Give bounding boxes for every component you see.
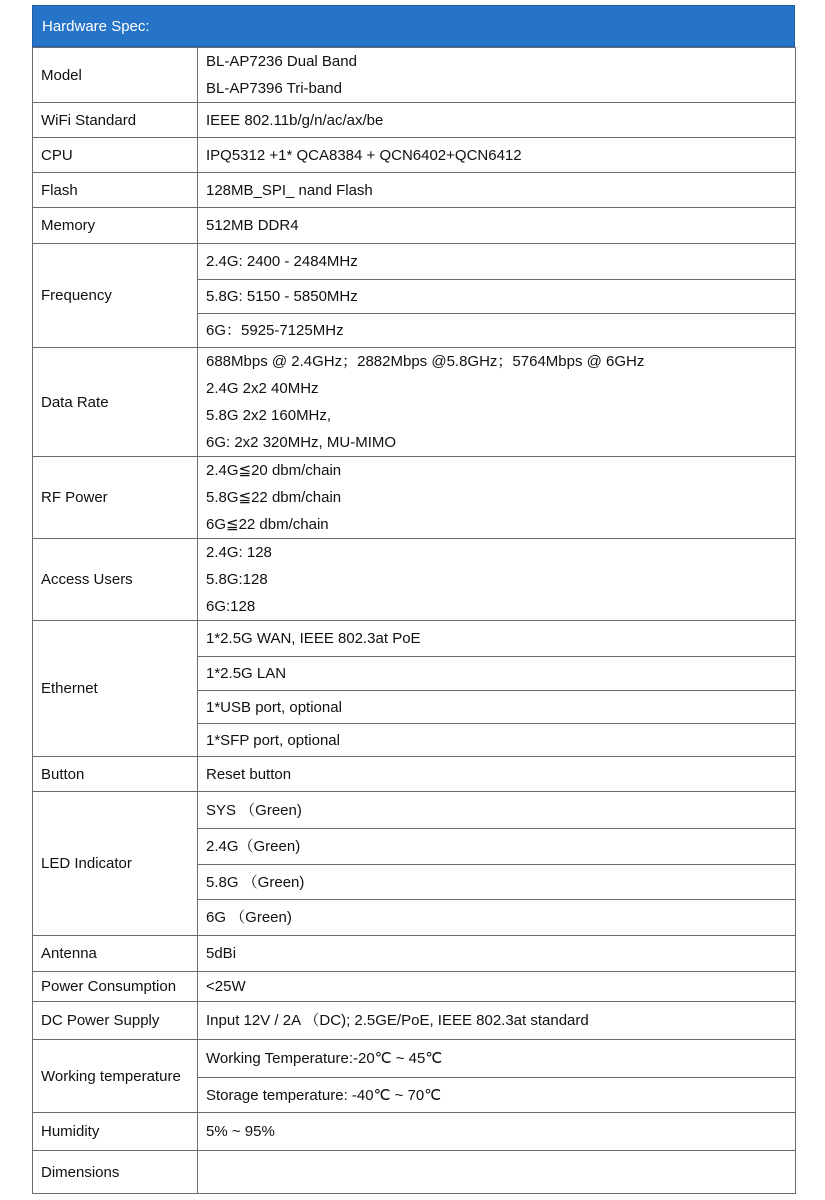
spec-sheet xyxy=(32,5,795,1194)
spec-value-led-indicator xyxy=(198,792,796,829)
spec-value-ethernet xyxy=(198,657,796,691)
spec-value-line: BL-AP7236 Dual Band xyxy=(206,53,357,70)
spec-value-line: 6G≦22 dbm/chain xyxy=(206,516,329,533)
spec-value-antenna xyxy=(198,936,796,972)
spec-label-cpu: CPU xyxy=(33,138,198,173)
spec-row-dc-power-supply xyxy=(33,1002,796,1040)
spec-value-frequency xyxy=(198,244,796,280)
spec-value-ethernet xyxy=(198,621,796,657)
spec-value-line: Working Temperature:-20℃ ~ 45℃ xyxy=(206,1050,443,1067)
spec-value-line: Storage temperature: -40℃ ~ 70℃ xyxy=(206,1086,442,1104)
spec-value-line: Reset button xyxy=(206,765,292,783)
spec-label-antenna: Antenna xyxy=(33,936,198,972)
spec-value-dc-power-supply xyxy=(198,1002,796,1040)
spec-row-data-rate xyxy=(33,348,796,457)
spec-value-frequency xyxy=(198,314,796,348)
spec-value-line: 5dBi xyxy=(206,945,237,962)
spec-value-line: SYS （Green) xyxy=(206,801,302,819)
spec-row-led-indicator xyxy=(33,792,796,829)
spec-value-line: IPQ5312 +1* QCA8384 + QCN6402+QCN6412 xyxy=(206,146,522,164)
spec-row-antenna xyxy=(33,936,796,972)
spec-value-line: 5.8G:128 xyxy=(206,571,268,588)
spec-title: Hardware Spec: xyxy=(42,18,150,35)
spec-value-line: 5.8G 2x2 160MHz, xyxy=(206,407,332,424)
spec-label-flash: Flash xyxy=(33,173,198,208)
spec-value-led-indicator xyxy=(198,900,796,936)
spec-label-memory: Memory xyxy=(33,208,198,244)
spec-value-line: 688Mbps @ 2.4GHz；2882Mbps @5.8GHz；5764Mbps @ 6GHz xyxy=(206,353,645,370)
spec-row-button xyxy=(33,757,796,792)
spec-value-ethernet xyxy=(198,724,796,757)
spec-row-cpu xyxy=(33,138,796,173)
spec-value-memory xyxy=(198,208,796,244)
spec-label-model: Model xyxy=(33,48,198,103)
spec-value-button xyxy=(198,757,796,792)
spec-label-dc-power-supply: DC Power Supply xyxy=(33,1002,198,1040)
spec-label-led-indicator: LED Indicator xyxy=(33,792,198,936)
spec-value-frequency xyxy=(198,280,796,314)
spec-row-access-users xyxy=(33,539,796,621)
spec-value-line: 1*SFP port, optional xyxy=(206,731,340,749)
spec-label-working-temperature: Working temperature xyxy=(33,1040,198,1113)
spec-value-humidity xyxy=(198,1113,796,1151)
spec-label-wifi-standard: WiFi Standard xyxy=(33,103,198,138)
spec-label-ethernet: Ethernet xyxy=(33,621,198,757)
spec-value-line: 1*USB port, optional xyxy=(206,698,342,716)
spec-table-body xyxy=(33,48,796,1194)
spec-header xyxy=(32,5,795,47)
spec-table xyxy=(32,47,796,1194)
spec-value-line: 128MB_SPI_ nand Flash xyxy=(206,181,373,199)
spec-value-line: 6G: 2x2 320MHz, MU-MIMO xyxy=(206,434,397,451)
spec-row-rf-power xyxy=(33,457,796,539)
spec-label-dimensions: Dimensions xyxy=(33,1151,198,1194)
spec-value-line: Input 12V / 2A （DC); 2.5GE/PoE, IEEE 802.3at standard xyxy=(206,1012,589,1029)
spec-value-model xyxy=(198,48,796,103)
spec-row-wifi-standard xyxy=(33,103,796,138)
spec-label-humidity: Humidity xyxy=(33,1113,198,1151)
spec-value-working-temperature xyxy=(198,1040,796,1078)
spec-value-line: 6G （Green) xyxy=(206,909,292,926)
spec-value-line: 6G：5925-7125MHz xyxy=(206,322,344,339)
spec-value-data-rate xyxy=(198,348,796,457)
spec-value-line: 2.4G: 2400 - 2484MHz xyxy=(206,253,358,270)
spec-value-line: 5% ~ 95% xyxy=(206,1123,275,1140)
spec-value-power-consumption xyxy=(198,972,796,1002)
spec-row-humidity xyxy=(33,1113,796,1151)
spec-value-line: 512MB DDR4 xyxy=(206,217,299,234)
spec-value-line: 6G:128 xyxy=(206,598,256,615)
spec-value-working-temperature xyxy=(198,1078,796,1113)
spec-label-rf-power: RF Power xyxy=(33,457,198,539)
spec-row-frequency xyxy=(33,244,796,280)
spec-value-line: 2.4G（Green) xyxy=(206,838,301,855)
spec-value-line: 2.4G≦20 dbm/chain xyxy=(206,462,342,479)
spec-row-dimensions xyxy=(33,1151,796,1194)
spec-row-model xyxy=(33,48,796,103)
spec-value-line: 5.8G: 5150 - 5850MHz xyxy=(206,288,358,305)
spec-value-ethernet xyxy=(198,691,796,724)
spec-row-ethernet xyxy=(33,621,796,657)
spec-label-access-users: Access Users xyxy=(33,539,198,621)
spec-row-working-temperature xyxy=(33,1040,796,1078)
spec-value-rf-power xyxy=(198,457,796,539)
spec-row-memory xyxy=(33,208,796,244)
spec-value-line: 2.4G 2x2 40MHz xyxy=(206,380,319,397)
spec-label-frequency: Frequency xyxy=(33,244,198,348)
spec-value-line: 5.8G≦22 dbm/chain xyxy=(206,489,342,506)
spec-value-flash xyxy=(198,173,796,208)
spec-value-line: 2.4G: 128 xyxy=(206,544,272,561)
spec-value-led-indicator xyxy=(198,865,796,900)
spec-value-led-indicator xyxy=(198,829,796,865)
spec-label-data-rate: Data Rate xyxy=(33,348,198,457)
spec-row-power-consumption xyxy=(33,972,796,1002)
spec-label-button: Button xyxy=(33,757,198,792)
spec-value-cpu xyxy=(198,138,796,173)
spec-row-flash xyxy=(33,173,796,208)
spec-value-line: 5.8G （Green) xyxy=(206,873,305,891)
spec-value-line: BL-AP7396 Tri-band xyxy=(206,80,342,97)
spec-value-dimensions xyxy=(198,1151,796,1194)
spec-value-line: 1*2.5G LAN xyxy=(206,665,287,682)
spec-value-wifi-standard xyxy=(198,103,796,138)
spec-value-line: IEEE 802.11b/g/n/ac/ax/be xyxy=(206,111,384,129)
spec-value-line: <25W xyxy=(206,978,246,995)
spec-value-access-users xyxy=(198,539,796,621)
spec-label-power-consumption: Power Consumption xyxy=(33,972,198,1002)
spec-value-line: 1*2.5G WAN, IEEE 802.3at PoE xyxy=(206,630,421,647)
